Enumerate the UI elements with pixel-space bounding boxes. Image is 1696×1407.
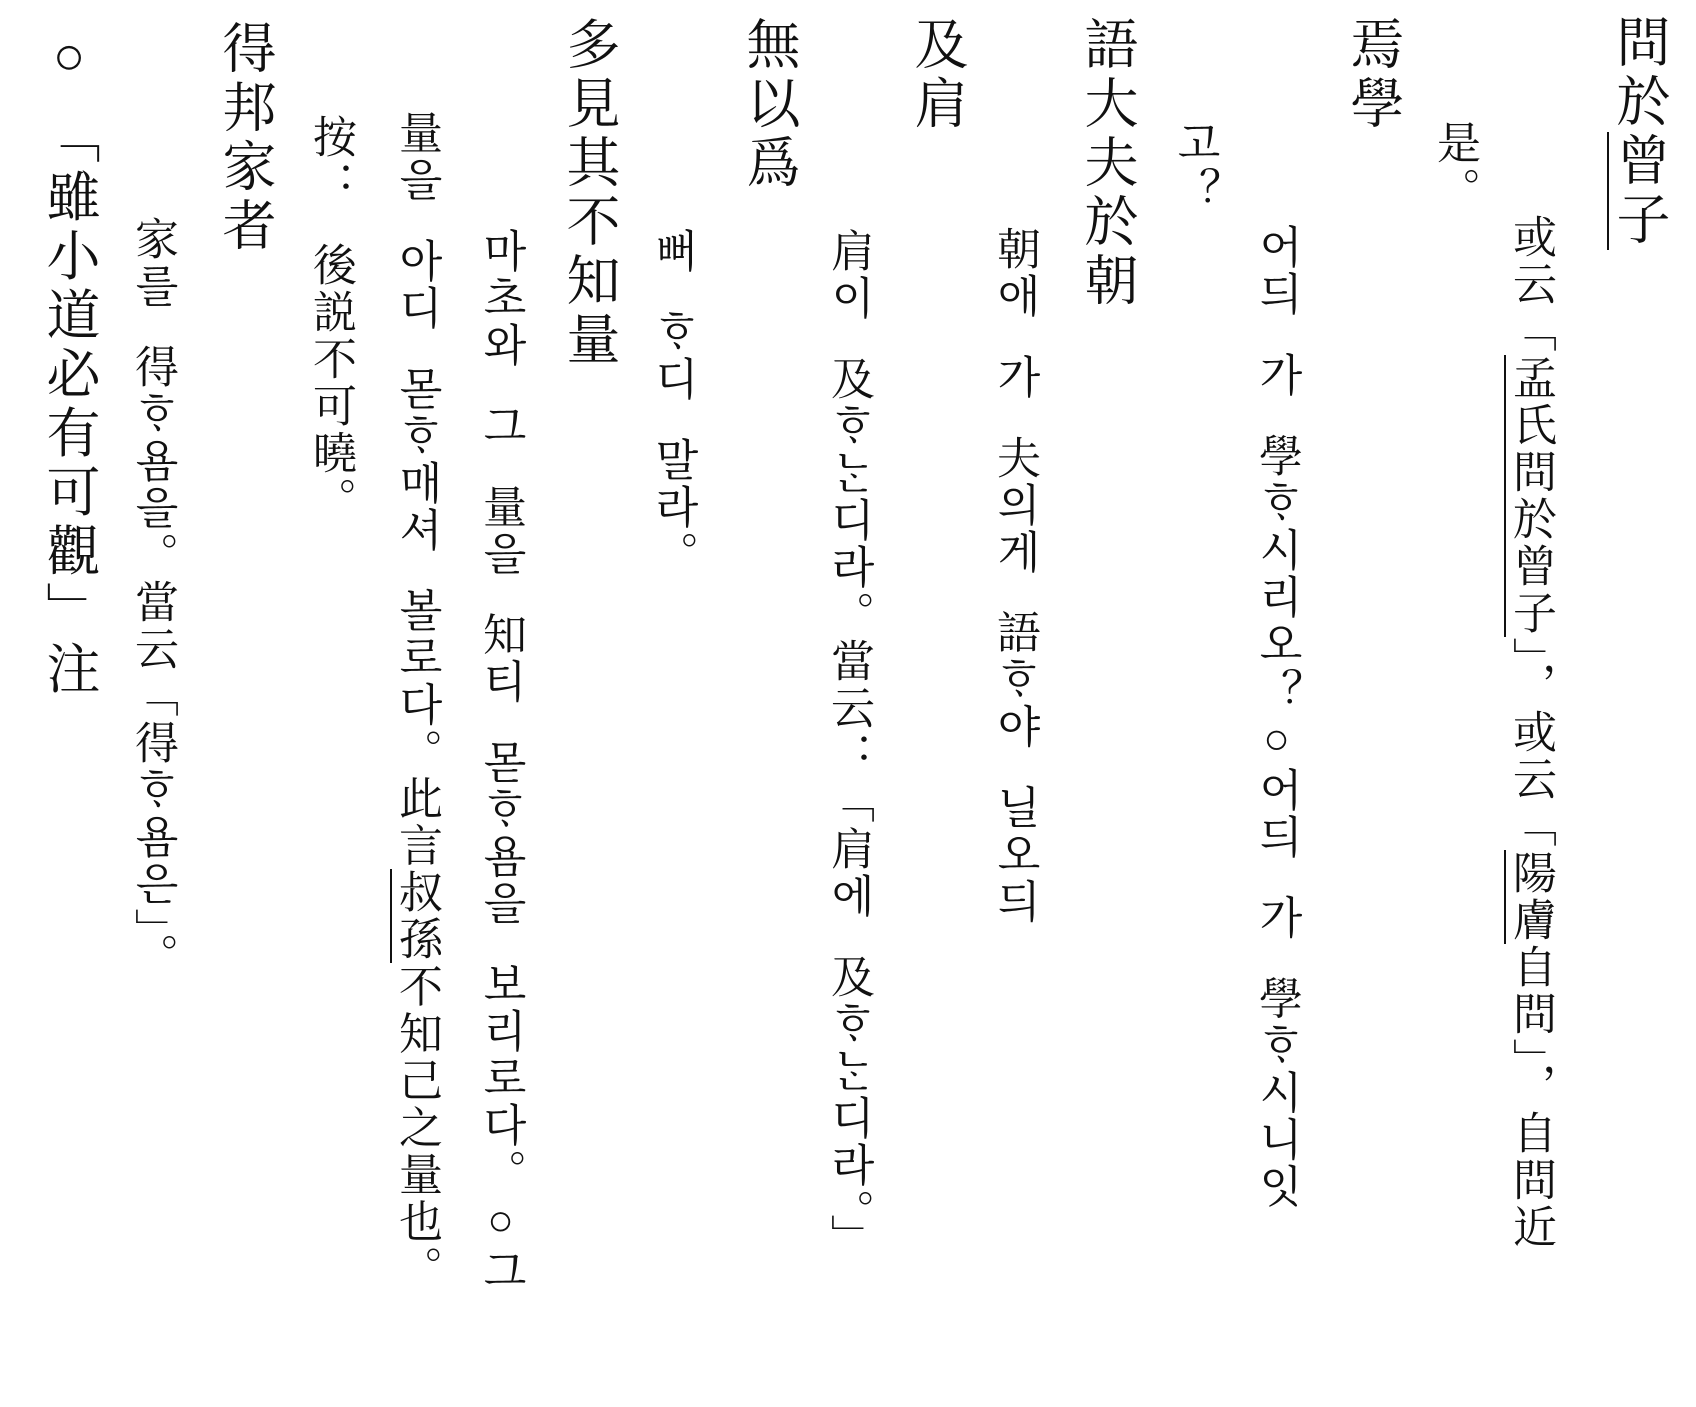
proper-name-marked-text: 陽膚	[1506, 850, 1555, 944]
main-column-2	[1343, 16, 1403, 134]
annotation-column-4a	[824, 228, 873, 1261]
text-segment: 問於	[1609, 14, 1669, 132]
annotation-column-1b	[1430, 120, 1479, 214]
annotation-column-2a	[1252, 224, 1301, 1211]
text-segment: 無以爲	[739, 16, 799, 193]
text-segment: 自問」，自問近	[1506, 944, 1555, 1251]
text-segment: 是。	[1430, 120, 1479, 214]
text-segment: 得邦家者	[215, 20, 275, 256]
proper-name-marked-text: 曾子	[1609, 132, 1669, 250]
text-segment: 家를 得ᄒᆞ욤을。當云「得ᄒᆞ욤은」。	[128, 216, 177, 980]
annotation-column-2b	[1170, 120, 1219, 214]
annotation-column-5a	[648, 228, 697, 578]
text-segment: 按： 後説不可曉。	[306, 114, 355, 524]
text-segment: 肩이 及ᄒᆞᄂᆞᆫ디라。當云：「肩에 及ᄒᆞᄂᆞᆫ디라。」	[824, 228, 873, 1261]
main-column-1	[1609, 14, 1669, 250]
text-segment: 어듸 가 學ᄒᆞ시리오？○어듸 가 學ᄒᆞ시니잇	[1252, 224, 1301, 1211]
annotation-column-1a	[1506, 214, 1555, 1251]
text-segment: 或云「	[1506, 214, 1555, 355]
main-column-3	[1077, 16, 1137, 311]
text-segment: 고？	[1170, 120, 1219, 214]
main-column-5	[739, 16, 799, 193]
annotation-column-3a	[990, 226, 1039, 926]
text-segment: 及肩	[907, 16, 967, 134]
text-segment: 多見其不知量	[559, 16, 619, 370]
main-column-6	[559, 16, 619, 370]
text-segment: 마초와 그 量을 知티 몯ᄒᆞ욤을 보리로다。○그	[476, 228, 525, 1295]
main-column-4	[907, 16, 967, 134]
text-segment: 焉學	[1343, 16, 1403, 134]
proper-name-marked-text: 叔孫	[392, 869, 441, 964]
annotation-column-6a	[476, 228, 525, 1295]
text-segment: 」，或云「	[1506, 637, 1555, 850]
text-segment: 朝애 가 夫의게 語ᄒᆞ야 닐오듸	[990, 226, 1039, 926]
text-segment: 不知己之量也。	[392, 963, 441, 1293]
annotation-column-7a	[128, 216, 177, 980]
annotation-column-6b	[392, 110, 441, 1293]
text-segment: 語大夫於朝	[1077, 16, 1137, 311]
text-segment: 量을 아디 몯ᄒᆞ매셔 볼로다。此言	[392, 110, 441, 870]
main-column-8	[39, 26, 99, 700]
proper-name-marked-text: 孟氏問於曾子	[1506, 355, 1555, 637]
main-column-7	[215, 20, 275, 256]
annotation-column-6c	[306, 114, 355, 524]
text-segment: ○ 「雖小道必有可觀」注	[39, 26, 99, 700]
text-segment: 뻐 ᄒᆞ디 말라。	[648, 228, 697, 578]
